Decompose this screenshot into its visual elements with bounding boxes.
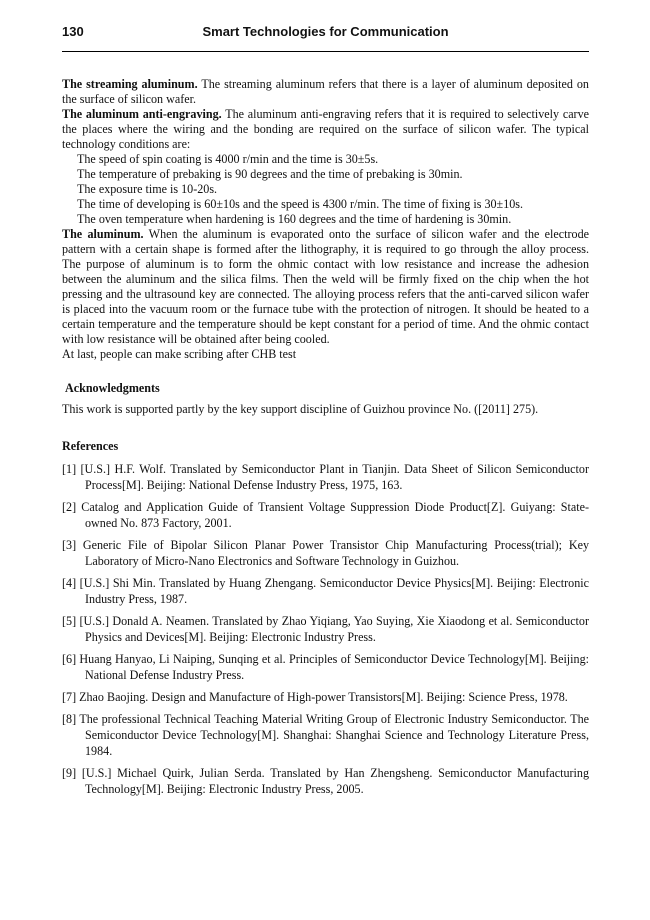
running-header: [62, 22, 589, 52]
reference-item: [7] Zhao Baojing. Design and Manufacture of High-power Transistors[M]. Beijing: Science Press, 1978.: [62, 690, 568, 704]
reference-item: [3] Generic File of Bipolar Silicon Planar Power Transistor Chip Manufacturing Process(trial); Key Laboratory of Micro-Nano Electronics and Software Technology in Guizhou.: [62, 538, 589, 568]
paragraph-text: The streaming aluminum refers that there is a layer of aluminum deposited on the surface of silicon wafer.: [62, 77, 589, 106]
page-number: 130: [62, 24, 84, 39]
run-in-heading: The streaming aluminum.: [62, 77, 198, 91]
reference-item: [6] Huang Hanyao, Li Naiping, Sunqing et al. Principles of Semiconductor Device Technology[M]. Beijing: National Defense Industry Press.: [62, 652, 589, 682]
condition-line: The temperature of prebaking is 90 degrees and the time of prebaking is 30min.: [77, 167, 463, 181]
acknowledgments-text: This work is supported partly by the key support discipline of Guizhou province No. ([2011] 275).: [62, 402, 539, 416]
reference-item: [1] [U.S.] H.F. Wolf. Translated by Semiconductor Plant in Tianjin. Data Sheet of Silicon Semiconductor Process[M]. Beijing: National Defense Industry Press, 1975, 163.: [62, 462, 589, 492]
paragraph-closing: At last, people can make scribing after CHB test: [62, 347, 297, 361]
references-heading: References: [62, 439, 119, 453]
paragraph-aluminum: [62, 227, 589, 347]
run-in-heading: The aluminum anti-engraving.: [62, 107, 222, 121]
run-in-heading: The aluminum.: [62, 227, 144, 241]
running-title: Smart Technologies for Communication: [202, 24, 449, 39]
reference-item: [2] Catalog and Application Guide of Transient Voltage Suppression Diode Product[Z]. Guiyang: State-owned No. 873 Factory, 2001.: [62, 500, 589, 530]
condition-line: The speed of spin coating is 4000 r/min and the time is 30±5s.: [77, 152, 379, 166]
reference-item: [4] [U.S.] Shi Min. Translated by Huang Zhengang. Semiconductor Device Physics[M]. Beijing: Electronic Industry Press, 1987.: [62, 576, 589, 606]
paragraph-streaming: [62, 77, 589, 107]
reference-item: [5] [U.S.] Donald A. Neamen. Translated by Zhao Yiqiang, Yao Suying, Xie Xiaodong et al. Semiconductor Physics and Devices[M]. Beijing: Electronic Industry Press.: [62, 614, 589, 644]
condition-line: The time of developing is 60±10s and the speed is 4300 r/min. The time of fixing is 30±10s.: [77, 197, 524, 211]
paragraph-anti-engraving: [62, 107, 589, 152]
condition-line: The exposure time is 10-20s.: [77, 182, 218, 196]
reference-item: [9] [U.S.] Michael Quirk, Julian Serda. Translated by Han Zhengsheng. Semiconductor Manufacturing Technology[M]. Beijing: Electronic Industry Press, 2005.: [62, 766, 589, 796]
header-rule: [62, 51, 589, 52]
reference-list: [62, 461, 589, 797]
paragraph-text: The aluminum anti-engraving refers that it is required to selectively carve the places where the wiring and the bonding are required on the surface of silicon wafer. The typical technology conditions are:: [62, 107, 590, 151]
acknowledgments-heading: Acknowledgments: [65, 381, 160, 395]
paragraph-text: When the aluminum is evaporated onto the surface of silicon wafer and the electrode pattern with a certain shape is formed after the lithography, it is required to go through the alloy process. The purpose of aluminum is to form the ohmic contact with low resistance and increase the adhesion between the aluminum and the silica films. Then the weld will be firmly fixed on the chip when the hot pressing and the ultrasound key are connected. The alloying process refers that the anti-carved silicon wafer is placed into the vacuum room or the furnace tube with the protection of nitrogen. It should be heated to a certain temperature and the temperature should be kept constant for a period of time. And the ohmic contact with low resistance will be obtained after being cooled.: [62, 227, 589, 346]
condition-line: The oven temperature when hardening is 160 degrees and the time of hardening is 30min.: [77, 212, 512, 226]
main-text: [62, 77, 589, 803]
reference-item: [8] The professional Technical Teaching Material Writing Group of Electronic Industry Semiconductor. The Semiconductor Device Technology[M]. Shanghai: Shanghai Science and Technology Literature Press, 1984.: [62, 712, 589, 758]
